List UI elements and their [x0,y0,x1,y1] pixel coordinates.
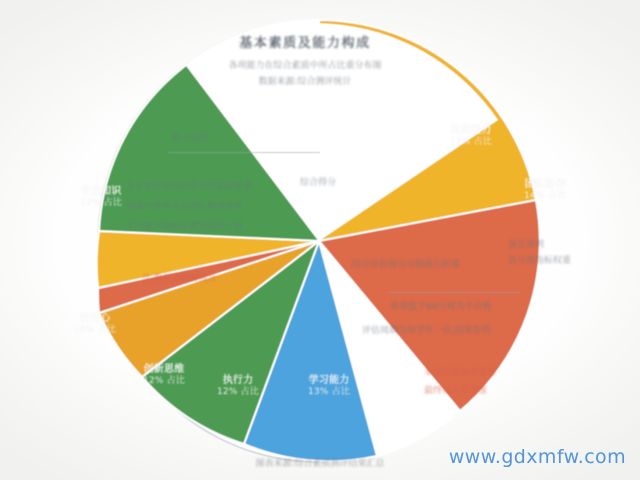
right-line-2: 单项低于60分视为不合格 [390,302,492,312]
slice-label-6-name: 责任心 [79,313,111,324]
slice-label-3-name: 学习能力 [308,375,350,386]
right-accent-1: 本图仅供参考使用 [424,368,497,378]
left-accent-note: 注:数据为抽样统计 [142,274,218,284]
left-line-1: 专业知识是岗位胜任的基础要素 [126,182,253,192]
left-heading: 能力说明 [172,134,209,144]
left-rule [168,152,320,153]
center-note: 综合得分 [300,178,337,188]
left-line-2: 沟通与协作决定团队整体效率 [126,202,244,212]
right-line-1: 综合评价按百分制进行折算 [352,260,461,270]
chart-title: 基本素质及能力构成 [239,36,371,51]
slice-label-6-value: 10% 占比 [73,325,117,335]
slice-label-0-value: 22% 占比 [79,198,123,208]
slice-label-5-value: 12% 占比 [142,376,186,386]
footer-note: 图表来源:综合素质测评结果汇总 [255,459,385,469]
right-rule [388,292,520,293]
slice-label-5-name: 创新思维 [143,364,185,375]
slice-label-1-name: 沟通能力 [450,125,492,136]
right-heading: 备注说明 [508,240,545,250]
left-line-3: 学习能力影响长期发展的上限 [126,222,244,232]
slice-label-4-value: 12% 占比 [216,387,260,397]
slice-label-2-value: 14% 占比 [523,191,567,201]
chart-subtitle-2: 数据来源:综合测评统计 [258,77,352,87]
right-sub: 各分项指标权重 [508,256,572,266]
slice-label-0-name: 专业知识 [80,186,122,197]
slice-label-4-name: 执行力 [222,375,254,386]
chart-subtitle-1: 各项能力在综合素质中所占比重分布图 [228,61,382,71]
right-line-3: 评估周期为每学年一次,结果存档 [362,326,491,336]
watermark: www.gdxmfw.com [448,446,626,468]
slice-label-2-name: 团队协作 [524,179,566,190]
right-accent-2: 最终以公布为准 [424,386,488,396]
slice-label-3-value: 13% 占比 [307,387,351,397]
slice-label-1-value: 17% 占比 [449,137,493,147]
